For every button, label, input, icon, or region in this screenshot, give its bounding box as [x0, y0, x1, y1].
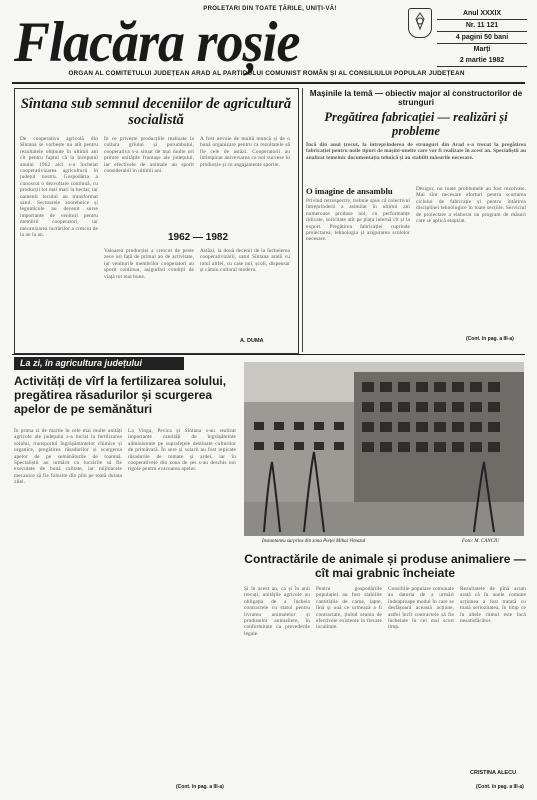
photo-caption: Instantaneu surprins din zona Pieței Mihai Viteazul [262, 539, 366, 544]
building-photo [244, 362, 524, 536]
agri-article-continued: (Cont. în pag. a III-a) [176, 784, 224, 790]
right-article-subtitle: O imagine de ansamblu [306, 186, 393, 196]
masthead-subtitle: ORGAN AL COMITETULUI JUDEȚEAN ARAD AL PARTIDULUI COMUNIST ROMÂN ȘI AL CONSILIULUI POPULAR JUDEȚEAN [68, 70, 465, 77]
bottom-article-column-2: Pentru gospodăriile populației au fost stabilite cantitățile de carne, lapte, lînă și ouă ce urmează a fi contractate, ținînd seama de efectivele existente în fiecare localitate. [316, 586, 382, 631]
right-article-continued: (Cont. în pag. a III-a) [466, 336, 514, 342]
lead-article-title: Sîntana sub semnul deceniilor de agricultură socialistă [20, 96, 292, 128]
right-article-title: Pregătirea fabricației — realizări și probleme [324, 110, 508, 138]
right-article-lead: Încă din anul trecut, la întreprinderea de strunguri din Arad s-a trecut la pregătirea fabricației pentru noile tipuri de mașini-unelte care vor fi realizate în acest an. Specialiștii au analizat temeinic documentația tehnică și au stabilit măsurile necesare. [306, 142, 526, 161]
photo-credit: Foto: M. CANCIU [462, 539, 500, 544]
lead-years: 1962 — 1982 [167, 232, 229, 243]
issue-info [437, 8, 527, 67]
agri-article-column-1: În prima zi de martie în cele mai multe unități agricole ale județului s-a lucrat la fertilizarea solului, transportul îngrășămintelor chimice și organice, pregătirea răsadurilor și scurgerea apelor de pe semănăturile de toamnă. Specialiștii au urmărit ca lucrările să fie executate de bună calitate, iar mijloacele mecanice să fie folosite din plin pe toată durata zilei. [14, 428, 122, 486]
section-title: La zi, în agricultura județului [20, 358, 143, 368]
issue-date: 2 martie 1982 [437, 55, 527, 67]
bottom-article-column-4: Rezultatele de pînă acum arată că în unele comune acțiunea a fost tratată cu toată seriozitatea, în timp ce în altele ritmul este încă nesatisfăcător. [460, 586, 526, 625]
column-divider [302, 88, 303, 352]
bottom-article-author: CRISTINA ALECU [470, 770, 517, 776]
lead-article-column-2: În ce privește producțiile realizate la cultura grîului și porumbului, cooperativa s-a situat de mai multe ori printre unitățile fruntașe ale județului, iar efectivele de animale au sporit considerabil în ultimii ani. [104, 136, 194, 175]
masthead-rule [12, 82, 525, 84]
bottom-article-column-1: Și în acest an, ca și în anii trecuți, unitățile agricole au obligația de a încheia contractele cu statul pentru livrarea animalelor și produselor animaliere, în conformitate cu prevederile legale. [244, 586, 310, 637]
bottom-article-continued: (Cont. în pag. a III-a) [476, 784, 524, 790]
issue-pages: 4 pagini 50 bani [437, 32, 527, 44]
right-article-kicker: Mașinile la temă — obiectiv major al constructorilor de strunguri [309, 89, 523, 107]
slogan: PROLETARI DIN TOATE ȚĂRILE, UNIȚI-VĂ! [203, 6, 337, 12]
lead-article-column-1: De cooperativa agricolă din Sîntana se vorbește nu atît pentru rezultatele obținute în ultimii ani cît pentru faptul că la începutul anului 1962 aici s-a încheiat cooperativizarea agriculturii în județul nostru. Gospodăria a cunoscut o dezvoltare continuă, cu producții tot mai mari la hectar, iar oamenii locului au transformat satul. Sectoarele zootehnice și legumicole au devenit surse importante de venituri pentru membrii cooperatori, iar mecanizarea lucrărilor a crescut de la an la an. [20, 136, 98, 239]
lead-article-column-4: Valoarea producției a crescut de peste zece ori față de primul an de activitate, iar veniturile membrilor cooperatori au sporit continuu, asigurînd condiții de viață tot mai bune. [104, 248, 194, 280]
lead-author: A. DUMA [240, 338, 264, 344]
issue-year: Anul XXXIX [437, 8, 527, 20]
masthead [14, 12, 404, 72]
issue-number: Nr. 11 121 [437, 20, 527, 32]
bottom-article-title: Contractările de animale și produse animaliere — cît mai grabnic încheiate [244, 552, 526, 580]
section-rule [12, 354, 525, 355]
lead-article-column-3: A fost nevoie de multă muncă și de o bună organizare pentru ca rezultatele să fie cele de astăzi. Cooperatorii au întîmpinat aniversarea cu noi succese în producție și cu angajamente sporite. [200, 136, 290, 168]
right-article-column-1: Privind retrospectiv, trebuie spus că colectivul întreprinderii a asimilat în ultimii ani numeroase produse noi, cu performanțe ridicate, solicitate atît pe piața internă cît și la export. Pregătirea fabricației cuprinde proiectarea, tehnologia și asigurarea sculelor necesare. [306, 198, 410, 243]
right-article-column-2: Desigur, nu toate problemele au fost rezolvate. Mai sînt necesare eforturi pentru scurtarea ciclului de fabricație și pentru întărirea disciplinei tehnologice în toate secțiile. Serviciul de proiectare a elaborat un program de măsuri care se aplică etapizat. [416, 186, 526, 225]
lead-article-column-5: Astăzi, la două decenii de la încheierea cooperativizării, satul Sîntana arată cu totul altfel, cu case noi, școli, dispensar și cămin cultural modern. [200, 248, 290, 274]
bottom-article-column-3: Consiliile populare comunale au datoria de a urmări îndeaproape modul în care se desfășoară această acțiune, astfel încît contractele să fie încheiate în cel mai scurt timp. [388, 586, 454, 631]
agri-article-title: Activități de vîrf la fertilizarea solului, pregătirea răsadurilor și scurgerea apelor de pe semănături [14, 374, 227, 416]
agri-article-column-2: La Vinga, Pecica și Sîntana s-au realizat importante cantități de îngrășăminte administrate pe suprafețele destinate culturilor de primăvară. În sere și solarii au fost repicate răsadurile de tomate și ardei, iar în cooperativele din zona de șes s-au deschis noi rigole pentru evacuarea apelor. [128, 428, 236, 473]
coat-of-arms-icon [408, 8, 432, 38]
newspaper-title: Flacăra roșie [14, 10, 300, 74]
issue-day: Marți [473, 46, 491, 53]
